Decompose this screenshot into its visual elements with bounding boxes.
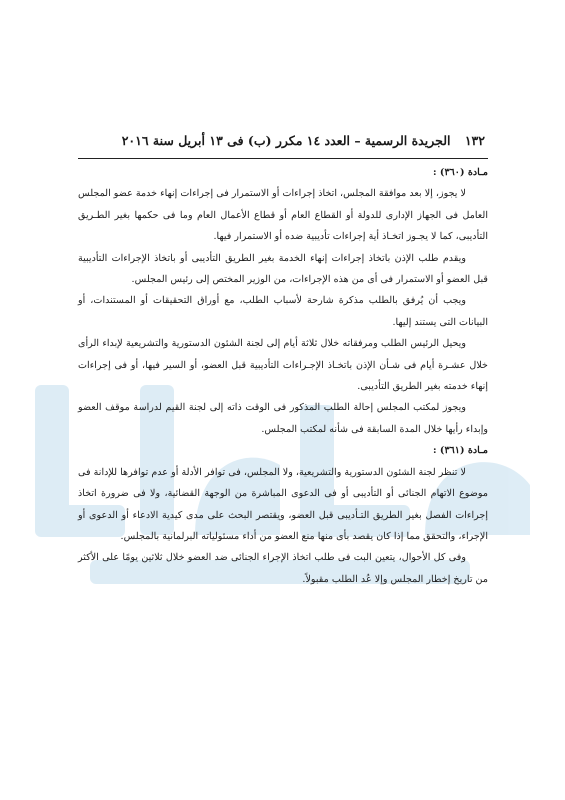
document-body <box>78 162 488 590</box>
page-number: ١٣٢ <box>464 133 485 148</box>
article-361-title: مـادة (٣٦١) : <box>433 445 488 457</box>
header-divider <box>78 158 488 159</box>
article-360-paragraph: ويحيل الرئيس الطلب ومرفقاته خلال ثلاثة أيام إلى لجنة الشئون الدستورية والتشريعية لإبداء الرأى خلال عشـرة أيام فى شـأن الإذن باتخـاذ الإجـراءات التأديبية قبل العضو، أو السير فيها، أو فى إجراءات إنهاء خدمته بغير الطريق التأديبى. <box>78 338 488 393</box>
article-361-paragraph: وفى كل الأحوال، يتعين البت فى طلب اتخاذ الإجراء الجنائى ضد العضو خلال ثلاثين يومًا على الأكثر من تاريخ إخطار المجلس وإلا عُد الطلب مقبولاً. <box>78 552 488 585</box>
header-title: الجريدة الرسمية – العدد ١٤ مكرر (ب) فى ١٣ أبريل سنة ٢٠١٦ <box>121 133 451 148</box>
article-360-title: مـادة (٣٦٠) : <box>433 167 488 178</box>
article-361-paragraph: لا تنظر لجنة الشئون الدستورية والتشريعية، ولا المجلس، فى توافر الأدلة أو عدم توافرها للإدانة فى موضوع الاتهام الجنائى أو التأديبى أو فى الدعوى المباشرة من الوجهة القضائية، ولا فى ضرورة اتخاذ إجراءات الفصل بغير الطريق التـأديبى قبل العضو، ويقتصر البحث على مدى كيدية الادعاء أو الدعوى أو الإجراء، والتحقق مما إذا كان يقصد بأى منها منع العضو من أداء مسئولياته البرلمانية بالمجلس. <box>78 466 488 542</box>
page-header <box>90 133 485 148</box>
article-360-paragraph: ويجب أن يُرفق بالطلب مذكرة شارحة لأسباب الطلب، مع أوراق التحقيقات أو المستندات، أو البيانات التى يستند إليها. <box>78 295 488 328</box>
article-360-paragraph: لا يجوز، إلا بعد موافقة المجلس، اتخاذ إجراءات أو الاستمرار فى إجراءات إنهاء خدمة عضو المجلس العامل فى الجهاز الإدارى للدولة أو القطاع العام أو قطاع الأعمال العام وما فى حكمها بغير الطـريق التأديبى، كما لا يجـوز اتخـاذ أية إجراءات تأديبية ضده أو الاستمرار فيها. <box>78 188 488 243</box>
article-360-paragraph: ويقدم طلب الإذن باتخاذ إجراءات إنهاء الخدمة بغير الطريق التأديبى أو باتخاذ الإجراءات التأديبية قبل العضو أو الاستمرار فى أى من هذه الإجراءات، من الوزير المختص إلى رئيس المجلس. <box>78 252 488 286</box>
article-360-paragraph: ويجوز لمكتب المجلس إحالة الطلب المذكور فى الوقت ذاته إلى لجنة القيم لدراسة موقف العضو وإبداء رأيها خلال المدة السابقة فى شأنه لمكتب المجلس. <box>78 402 488 435</box>
